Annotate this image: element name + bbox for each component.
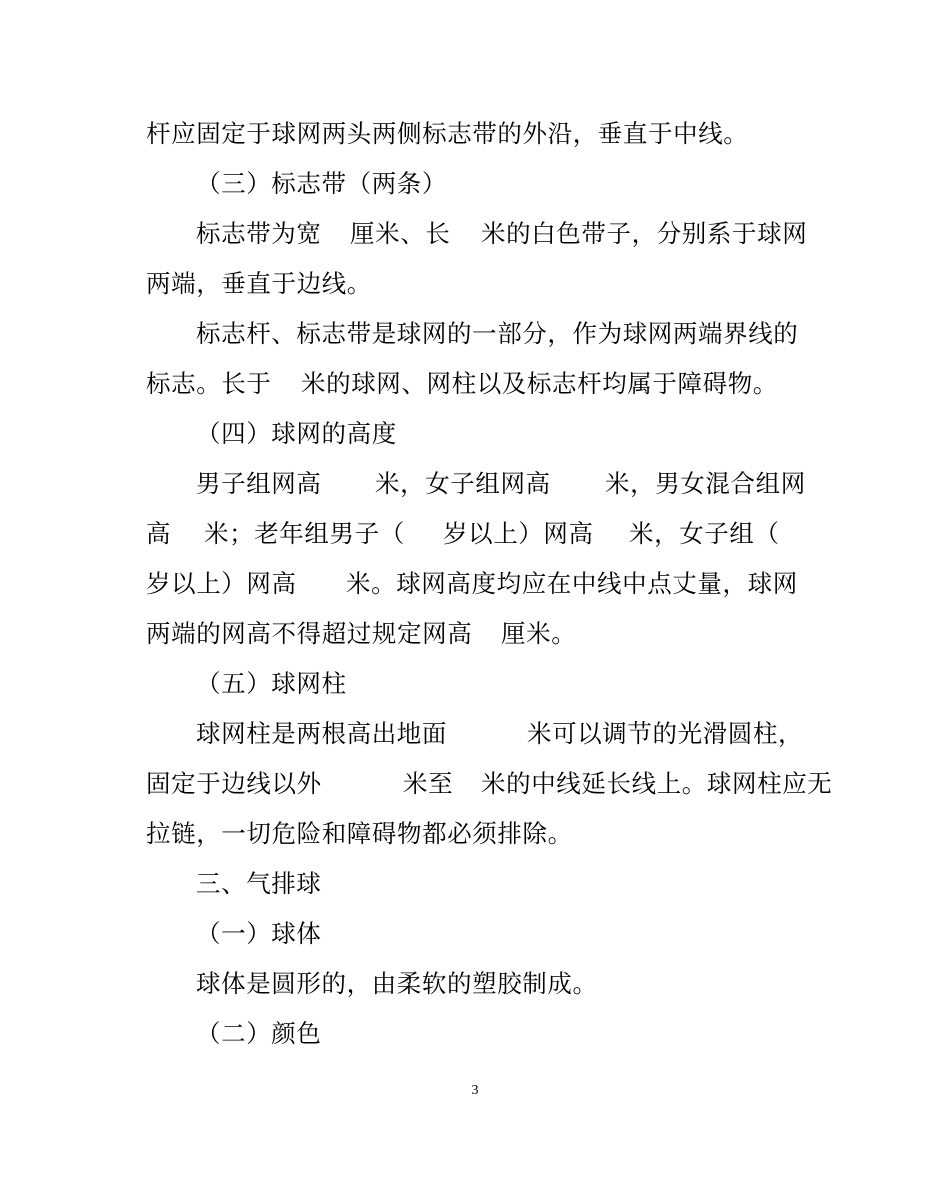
text-line-11	[0, 614, 950, 654]
text-segment: 米，女子组（	[629, 519, 780, 548]
text-segment: （五）球网柱	[196, 669, 347, 698]
text-segment: （三）标志带（两条）	[196, 169, 447, 198]
page-number: 3	[471, 1083, 479, 1098]
text-segment: 两端的网高不得超过规定网高	[146, 619, 473, 648]
text-segment: 固定于边线以外	[146, 769, 322, 798]
text-segment: 米的白色带子，分别系于球网	[481, 219, 808, 248]
text-segment: 厘米。	[501, 619, 577, 648]
text-line-18	[0, 964, 950, 1004]
text-segment: 标志带为宽	[196, 219, 322, 248]
section-heading-sub-1	[0, 914, 950, 954]
text-segment: 杆应固定于球网两头两侧标志带的外沿，垂直于中线。	[146, 119, 749, 148]
text-segment: （一）球体	[196, 919, 322, 948]
text-segment: 米的中线延长线上。球网柱应无	[481, 769, 833, 798]
text-segment: 两端，垂直于边线。	[146, 269, 372, 298]
text-line-4	[0, 264, 950, 304]
text-segment: 标志杆、标志带是球网的一部分，作为球网两端界线的	[196, 319, 799, 348]
text-segment: 米，女子组网高	[375, 469, 551, 498]
text-segment: 岁以上）网高	[443, 519, 594, 548]
text-segment: 高	[146, 519, 172, 548]
text-segment: 米的球网、网柱以及标志杆均属于障碍物。	[301, 369, 778, 398]
text-segment: 三、气排球	[196, 869, 322, 898]
text-line-1	[0, 114, 950, 154]
text-segment: 米可以调节的光滑圆柱，	[527, 719, 804, 748]
text-segment: 米，男女混合组网	[605, 469, 806, 498]
text-line-6	[0, 364, 950, 404]
text-segment: 球网柱是两根高出地面	[196, 719, 447, 748]
text-segment: （四）球网的高度	[196, 419, 397, 448]
section-heading-sub-2	[0, 1014, 950, 1054]
section-heading-4	[0, 414, 950, 454]
text-segment: 标志。长于	[146, 369, 272, 398]
text-line-14	[0, 764, 950, 804]
text-segment: 拉链，一切危险和障碍物都必须排除。	[146, 819, 573, 848]
text-line-8	[0, 464, 950, 504]
text-line-3	[0, 214, 950, 254]
text-segment: 球体是圆形的，由柔软的塑胶制成。	[196, 969, 598, 998]
text-line-13	[0, 714, 950, 754]
text-line-10	[0, 564, 950, 604]
text-segment: 米至	[403, 769, 454, 798]
text-line-15	[0, 814, 950, 854]
section-heading-3	[0, 164, 950, 204]
text-line-5	[0, 314, 950, 354]
text-segment: 米。球网高度均应在中线中点丈量，球网	[346, 569, 798, 598]
text-line-9	[0, 514, 950, 554]
text-segment: （二）颜色	[196, 1019, 322, 1048]
section-heading-5	[0, 664, 950, 704]
text-segment: 男子组网高	[196, 469, 322, 498]
text-segment: 米；老年组男子（	[204, 519, 405, 548]
text-segment: 厘米、长	[350, 219, 451, 248]
text-segment: 岁以上）网高	[146, 569, 297, 598]
section-heading-main-3	[0, 864, 950, 904]
